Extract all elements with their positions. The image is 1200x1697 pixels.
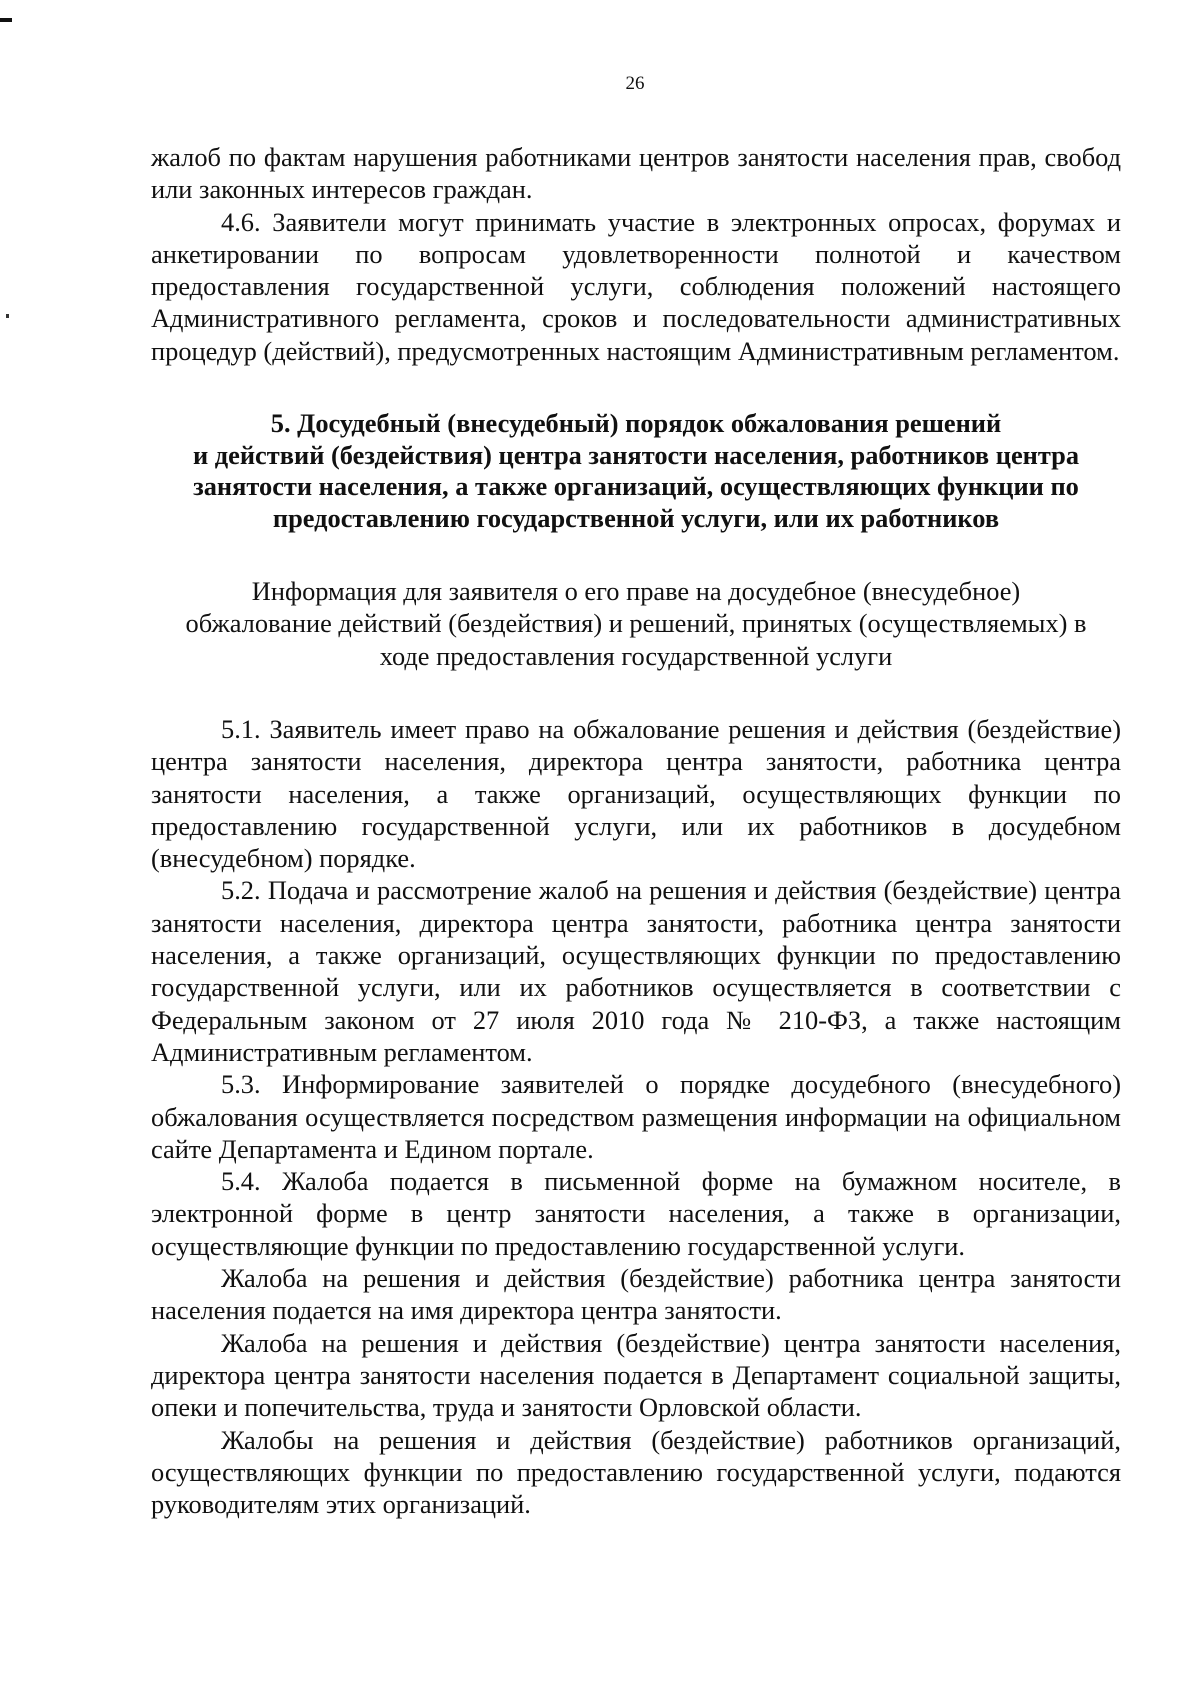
paragraph-continuation: жалоб по фактам нарушения работниками центров занятости населения прав, свобод или законных интересов граждан. [151, 142, 1121, 205]
section-heading-line: занятости населения, а также организаций, осуществляющих функции по [193, 471, 1079, 502]
section-heading-line: 5. Досудебный (внесудебный) порядок обжалования решений [270, 408, 1002, 439]
subheading-line: обжалование действий (бездействия) и решений, принятых (осуществляемых) в [185, 608, 1087, 639]
section-heading-line: предоставлению государственной услуги, или их работников [272, 502, 1000, 533]
paragraph-5-1: 5.1. Заявитель имеет право на обжалование решения и действия (бездействие) центра занятости населения, директора центра занятости, работника центра занятости населения, а также организаций, осуществляющих функции по предоставлению государственной услуги, или их работников в досудебном (внесудебном) порядке. [151, 713, 1121, 874]
paragraph-complaint-worker: Жалоба на решения и действия (бездействие) работника центра занятости населения подается на имя директора центра занятости. [151, 1263, 1121, 1326]
section-heading-line: и действий (бездействия) центра занятости населения, работников центра [192, 439, 1080, 470]
document-body [151, 141, 1121, 1520]
paragraph-complaint-organizations: Жалобы на решения и действия (бездействие) работников организаций, осуществляющих функции по предоставлению государственной услуги, подаются руководителям этих организаций. [151, 1424, 1121, 1520]
subheading [151, 575, 1121, 672]
scan-edge-dot [6, 314, 9, 318]
paragraph-5-4: 5.4. Жалоба подается в письменной форме на бумажном носителе, в электронной форме в центр занятости населения, а также в организации, осуществляющие функции по предоставлению государственной услуги. [151, 1166, 1121, 1261]
subheading-line: ходе предоставления государственной услуги [379, 640, 893, 671]
section-heading [151, 408, 1121, 534]
paragraph-complaint-center: Жалоба на решения и действия (бездействие) центра занятости населения, директора центра занятости населения подается в Департамент социальной защиты, опеки и попечительства, труда и занятости Орловской области. [151, 1327, 1121, 1423]
paragraph-5-2: 5.2. Подача и рассмотрение жалоб на решения и действия (бездействие) центра занятости населения, директора центра занятости, работника центра занятости населения, а также организаций, осуществляющих функции по предоставлению государственной услуги, или их работников осуществляется в соответствии с Федеральным законом от 27 июля 2010 года № 210-ФЗ, а также настоящим Административным регламентом. [151, 875, 1121, 1067]
page-number: 26 [625, 73, 645, 94]
scan-edge-mark [0, 18, 12, 22]
paragraph-4-6: 4.6. Заявители могут принимать участие в электронных опросах, форумах и анкетировании по вопросам удовлетворенности полнотой и качеством предоставления государственной услуги, соблюдения положений настоящего Административного регламента, сроков и последовательности административных процедур (действий), предусмотренных настоящим Административным регламентом. [151, 206, 1121, 366]
subheading-line: Информация для заявителя о его праве на досудебное (внесудебное) [251, 576, 1021, 607]
paragraph-5-3: 5.3. Информирование заявителей о порядке досудебного (внесудебного) обжалования осуществляется посредством размещения информации на официальном сайте Департамента и Едином портале. [151, 1069, 1121, 1164]
